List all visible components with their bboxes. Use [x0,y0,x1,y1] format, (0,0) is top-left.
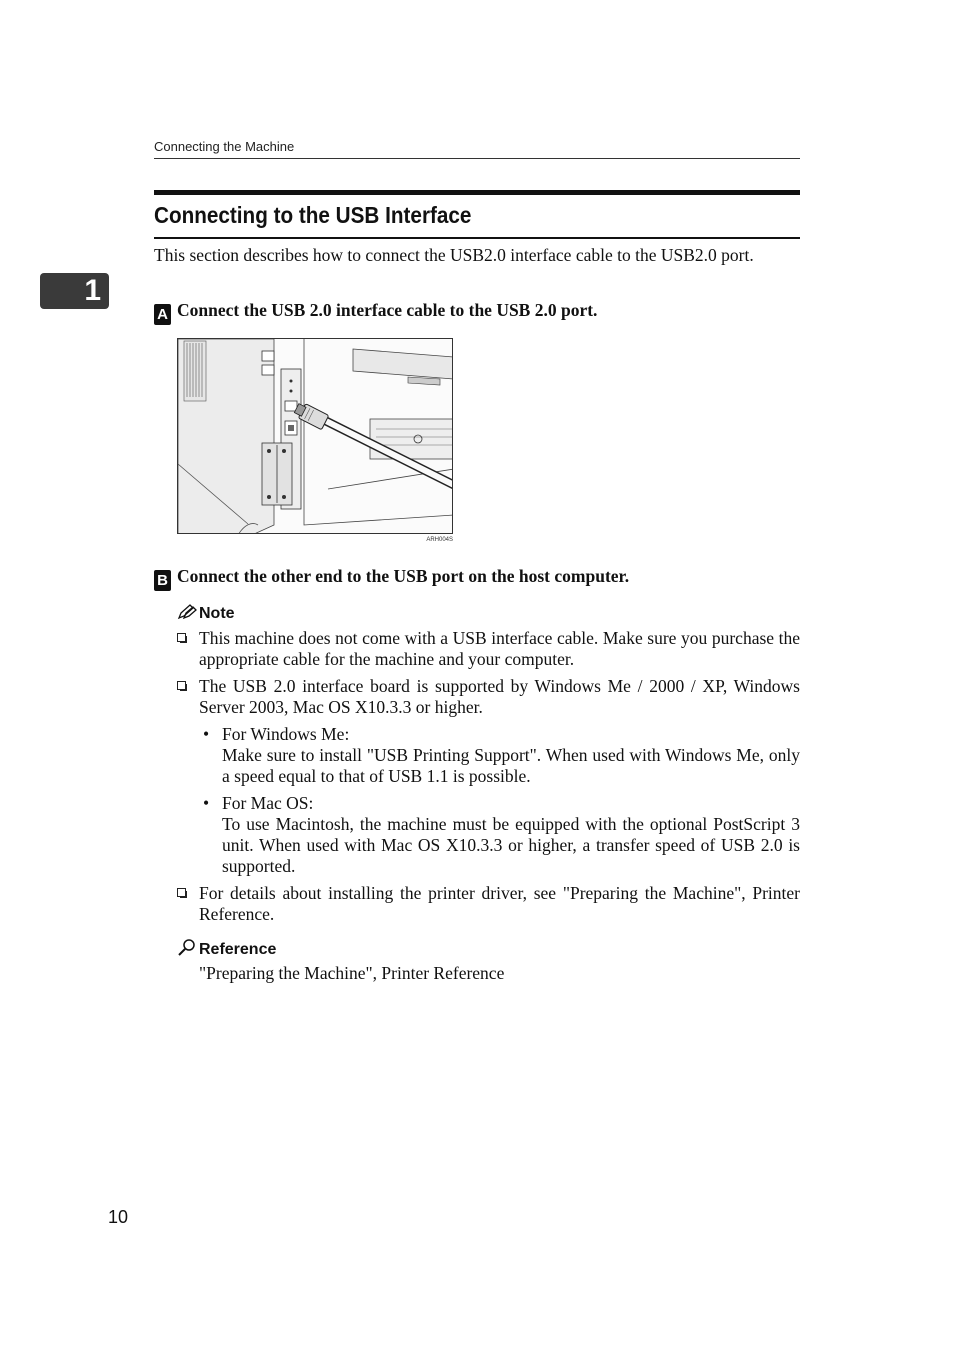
note-item-text: The USB 2.0 interface board is supported by Windows Me / 2000 / XP, Windows Server 2003, Mac OS X10.3.3 or higher. [199,676,800,717]
sub-bullet-mac [200,793,800,877]
pencil-icon [177,604,197,620]
step-2 [154,566,800,591]
bullet-dot: • [203,724,210,744]
step-1 [154,300,800,325]
note-item-text: For details about installing the printer driver, see "Preparing the Machine", Printer Reference. [199,883,800,924]
figure-code: ARH004S [426,537,453,543]
sub-bullet-windows [200,724,800,787]
reference-text: "Preparing the Machine", Printer Reference [199,963,505,983]
note-heading-text: Note [199,605,235,622]
checkbox-bullet-icon [177,681,186,690]
page-number: 10 [108,1207,129,1227]
step-2-badge: B [154,570,171,591]
section-intro: This section describes how to connect the USB2.0 interface cable to the USB2.0 port. [154,245,754,265]
magnifier-icon [177,938,197,956]
chapter-tab [40,273,109,309]
note-item-text: This machine does not come with a USB interface cable. Make sure you purchase the appropriate cable for the machine and your computer. [199,628,800,669]
sub-bullet-label: For Windows Me: [222,724,350,744]
step-1-text: Connect the USB 2.0 interface cable to the USB 2.0 port. [177,300,598,320]
checkbox-bullet-icon [177,633,186,642]
sub-bullet-text: To use Macintosh, the machine must be equipped with the optional PostScript 3 unit. When used with Mac OS X10.3.3 or higher, a transfer speed of USB 2.0 is supported. [222,814,800,876]
note-item-1 [177,628,800,670]
reference-heading-text: Reference [199,941,277,958]
note-item-3 [177,883,800,925]
note-heading [177,604,235,623]
step-1-badge: A [154,304,171,325]
sub-bullet-label: For Mac OS: [222,793,314,813]
checkbox-bullet-icon [177,888,186,897]
step-2-text: Connect the other end to the USB port on the host computer. [177,566,630,586]
bullet-dot: • [203,793,210,813]
note-item-2 [177,676,800,718]
section-title: Connecting to the USB Interface [154,202,472,228]
sub-bullet-text: Make sure to install "USB Printing Support". When used with Windows Me, only a speed equal to that of USB 1.1 is possible. [222,745,800,786]
usb-cable-illustration [177,338,453,534]
chapter-number: 1 [84,274,101,307]
section-rule-bottom [154,237,800,239]
running-header: Connecting the Machine [154,139,800,159]
reference-heading [177,938,276,959]
section-rule-top [154,190,800,195]
